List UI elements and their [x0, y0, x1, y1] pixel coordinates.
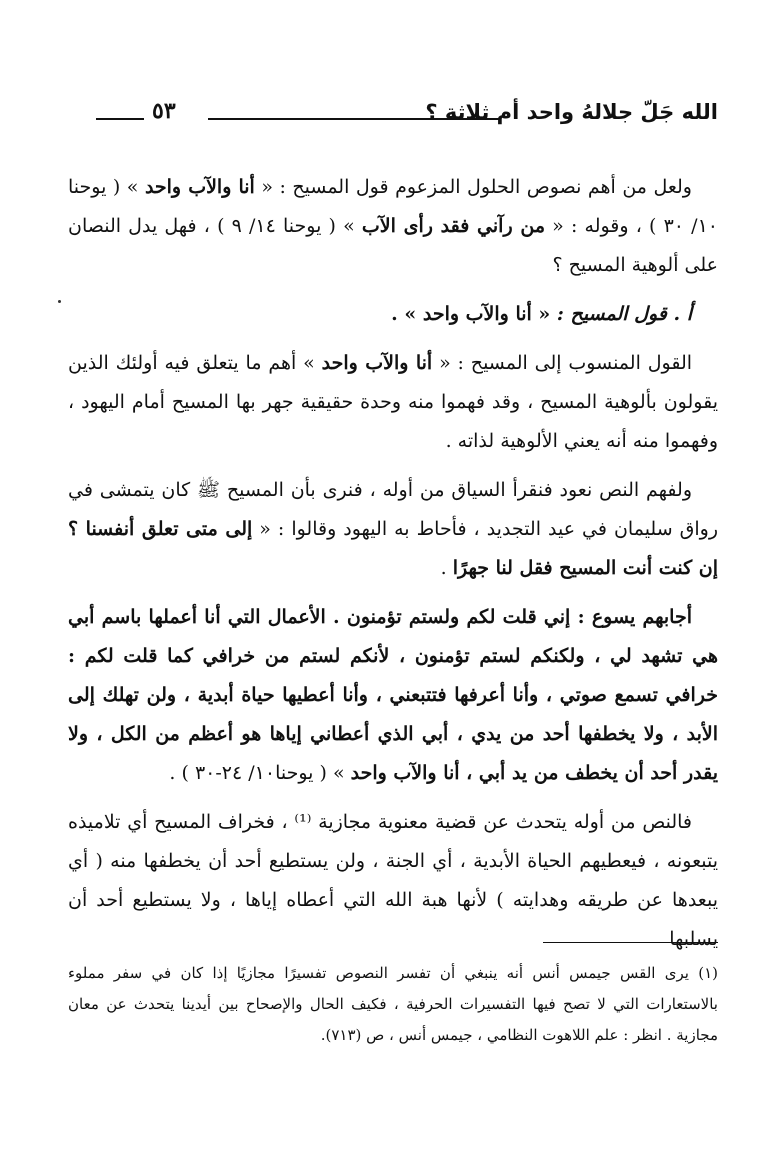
text-segment: أجابهم يسوع : إني قلت لكم ولستم تؤمنون . الأعمال التي أنا أعملها باسم أبي هي تشهد لي ، ولكنكم لستم تؤمنون ، لأنكم لستم من خرافي كما قلت لكم : خرافي تسمع صوتي ، وأنا أعرفها فتتبعني ، وأنا أعطيها حياة أبدية ، ولن تهلك إلى الأبد ، ولا يخطفها أحد من يدي ، أبي الذي أعطاني إياها هو أعظم من الكل ، ولا يقدر أحد أن يخطف من يد أبي ، أنا والآب واحد — [68, 606, 718, 784]
running-header — [96, 96, 718, 136]
page-number: ٥٣ — [152, 98, 176, 124]
paragraph-3 — [68, 471, 718, 588]
heading-label: أ . قول المسيح : — [556, 303, 692, 325]
main-text — [68, 168, 718, 959]
text-segment: أنا والآب واحد — [144, 176, 255, 198]
text-segment: » ( يوحنا ١٤/ ٩ ) ، فهل يدل النصان على ألوهية المسيح ؟ — [68, 215, 718, 276]
running-title: الله جَلّ جلالهُ واحد أم ثلاثة ؟ — [425, 100, 718, 124]
footnote-1: (١) يرى القس جيمس أنس أنه ينبغي أن تفسر النصوص تفسيرًا مجازيًا إذا كان في سفر مملوء بالاستعارات التي لا تصح فيها التفسيرات الحرفية ، فكيف الحال والإصحاح بين أيدينا يتحدث عن معان مجازية . انظر : علم اللاهوت النظامي ، جيمس أنس ، ص (٧١٣). — [68, 964, 718, 1044]
text-segment: من رآني فقد رأى الآب — [361, 215, 546, 237]
footnotes — [68, 958, 718, 1051]
header-rule-short — [96, 118, 144, 120]
text-segment: ولفهم النص نعود فنقرأ السياق من أوله ، فنرى بأن المسيح ﷺ كان يتمشى في رواق سليمان في عيد التجديد ، فأحاط به اليهود وقالوا : « — [68, 479, 719, 540]
text-segment: » ( يوحنا ١٠/ ٣٠ ) ، وقوله : « — [68, 176, 718, 237]
paragraph-5 — [68, 803, 718, 959]
section-heading — [68, 295, 718, 334]
text-segment: . — [440, 557, 453, 579]
header-rule — [208, 118, 500, 120]
text-segment: ولعل من أهم نصوص الحلول المزعوم قول المسيح : « — [254, 176, 692, 198]
paragraph-1 — [68, 168, 718, 285]
text-segment: أنا والآب واحد — [321, 352, 433, 374]
text-segment: » أهم ما يتعلق فيه أولئك الذين يقولون بألوهية المسيح ، وقد فهموا منه وحدة حقيقية جهر بها المسيح أمام اليهود ، وفهموا منه أنه يعني الألوهية لذاته . — [68, 352, 718, 452]
text-segment: إلى متى تعلق أنفسنا ؟ إن كنت أنت المسيح فقل لنا جهرًا — [68, 518, 718, 579]
footnote-rule — [543, 942, 718, 943]
margin-dot — [58, 300, 61, 303]
text-segment: القول المنسوب إلى المسيح : « — [432, 352, 693, 374]
heading-quote-open: « — [531, 303, 557, 325]
heading-quote-close: » . — [391, 303, 423, 325]
heading-quote: أنا والآب واحد — [422, 303, 532, 325]
paragraph-4 — [68, 598, 718, 793]
text-segment: فالنص من أوله يتحدث عن قضية معنوية مجازية ⁽¹⁾ ، فخراف المسيح أي تلاميذه يتبعونه ، فيعطيهم الحياة الأبدية ، أي الجنة ، ولن يستطيع أحد أن يخطفها منه ( أي يبعدها عن طريقه وهدايته ) لأنها هبة الله التي أعطاه إياها ، ولا يستطيع أحد أن يسلبها — [68, 811, 718, 950]
paragraph-2 — [68, 344, 718, 461]
text-segment: » ( يوحنا١٠/ ٢٤-٣٠ ) . — [169, 762, 351, 784]
